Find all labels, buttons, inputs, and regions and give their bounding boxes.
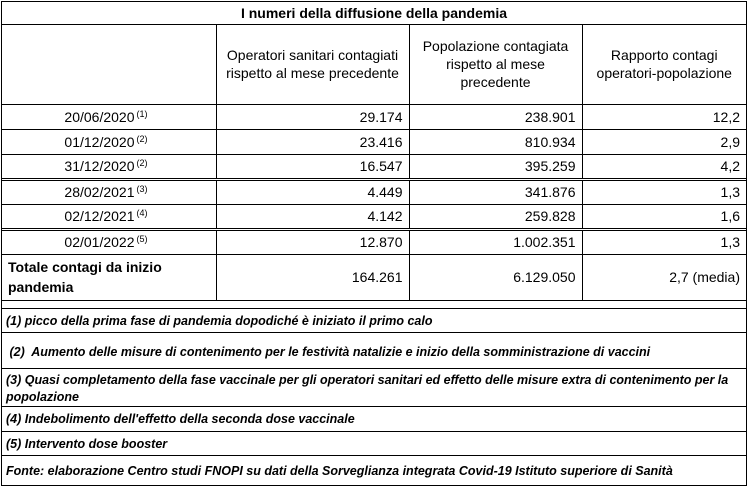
footnote-ref: (2) [136,133,148,144]
header-row [2,25,746,104]
population-cell: 810.934 [409,129,582,154]
header-cell-date [2,25,216,104]
ratio-cell: 2,9 [582,129,746,154]
total-ratio: 2,7 (media) [582,254,746,300]
footnote-1: (1) picco della prima fase di pandemia dopodiché è iniziato il primo calo [2,308,746,332]
population-cell: 1.002.351 [409,229,582,254]
ratio-cell: 12,2 [582,104,746,129]
table-row [2,229,746,254]
footnote-ref: (3) [136,184,148,194]
header-cell-population: Popolazione contagiata rispetto al mese precedente [409,25,582,104]
ratio-cell: 1,3 [582,179,746,204]
source-note: Fonte: elaborazione Centro studi FNOPI su dati della Sorveglianza integrata Covid-19 Istituto superiore di Sanità [2,455,746,485]
footnote-4: (4) Indebolimento dell'effetto della seconda dose vaccinale [2,406,746,431]
data-grid [2,25,746,301]
operators-cell: 4.142 [216,204,409,229]
footnote-ref: (2) [136,158,148,168]
date-cell [2,154,216,179]
table-row [2,104,746,129]
population-cell: 395.259 [409,154,582,179]
operators-cell: 29.174 [216,104,409,129]
header-cell-operators: Operatori sanitari contagiati rispetto al mese precedente [216,25,409,104]
date-value: 02/12/2021 [64,208,135,224]
total-population: 6.129.050 [409,254,582,300]
date-value: 31/12/2020 [64,158,135,174]
table-row [2,204,746,229]
date-cell [2,204,216,229]
footnote-2: (2) Aumento delle misure di contenimento per le festività natalizie e inizio della somministrazione di vaccini [2,332,746,368]
date-cell [2,104,216,129]
table-row [2,179,746,204]
header-cell-ratio: Rapporto contagi operatori-popolazione [582,25,746,104]
date-cell [2,179,216,204]
footnote-5: (5) Intervento dose booster [2,431,746,455]
operators-cell: 4.449 [216,179,409,204]
footnote-3: (3) Quasi completamento della fase vaccinale per gli operatori sanitari ed effetto delle misure extra di contenimento per la popolazione [2,368,746,406]
table-row [2,154,746,179]
total-row [2,254,746,300]
population-cell: 259.828 [409,204,582,229]
total-operators: 164.261 [216,254,409,300]
operators-cell: 16.547 [216,154,409,179]
footnote-ref: (4) [136,208,148,218]
population-cell: 238.901 [409,104,582,129]
ratio-cell: 1,6 [582,204,746,229]
ratio-cell: 1,3 [582,229,746,254]
date-cell [2,229,216,254]
operators-cell: 23.416 [216,129,409,154]
footnote-ref: (1) [136,108,148,119]
table-row [2,129,746,154]
table-title: I numeri della diffusione della pandemia [2,2,746,25]
total-label: Totale contagi da inizio pandemia [2,254,216,300]
date-value: 02/01/2022 [64,234,135,250]
population-cell: 341.876 [409,179,582,204]
operators-cell: 12.870 [216,229,409,254]
date-value: 28/02/2021 [64,184,135,200]
date-value: 20/06/2020 [64,108,135,125]
date-cell [2,129,216,154]
ratio-cell: 4,2 [582,154,746,179]
spreadsheet-table [1,1,747,486]
footnote-ref: (5) [136,234,148,244]
date-value: 01/12/2020 [64,133,135,150]
